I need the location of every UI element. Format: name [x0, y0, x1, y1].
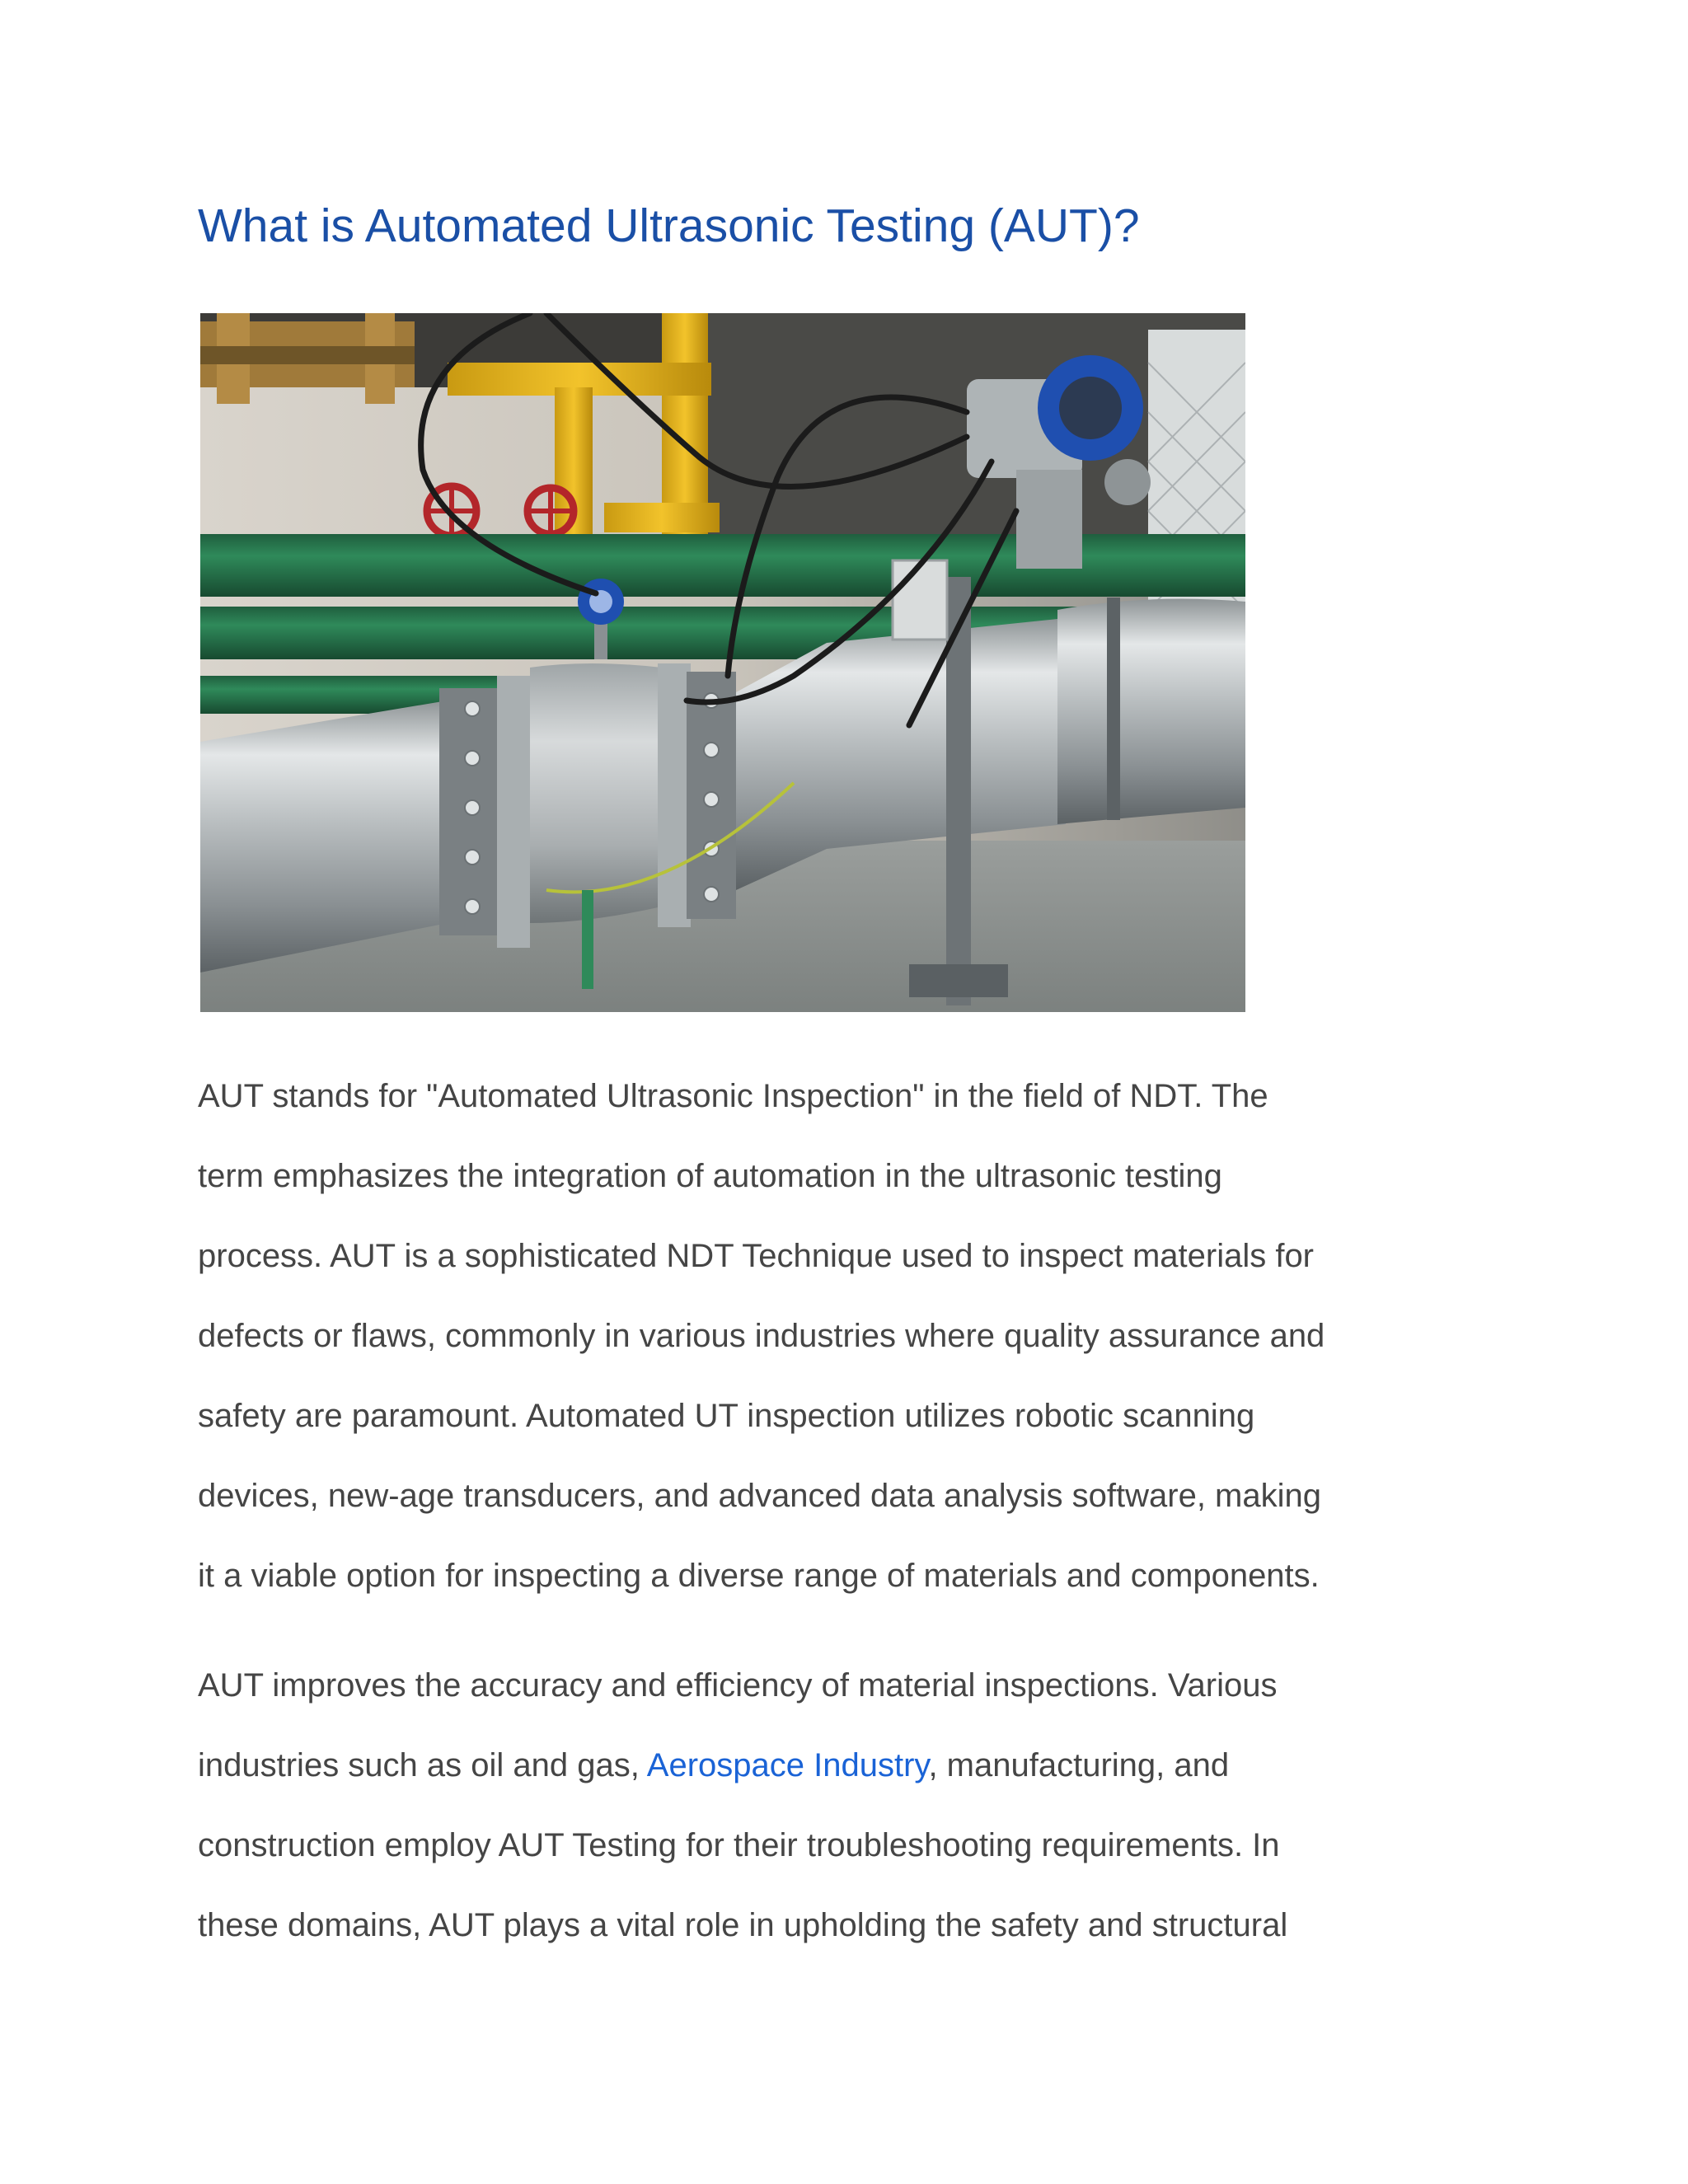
text-line: devices, new-age transducers, and advanced data analysis software, making — [198, 1478, 1321, 1514]
page-title: What is Automated Ultrasonic Testing (AUT)? — [198, 199, 1140, 252]
paragraph-industries — [198, 1646, 1517, 1966]
pipeline-illustration — [200, 313, 1245, 1012]
text-line — [198, 1726, 1517, 1806]
text-segment: , manufacturing, and — [928, 1747, 1230, 1783]
text-line: construction employ AUT Testing for their troubleshooting requirements. In — [198, 1827, 1280, 1863]
text-line: these domains, AUT plays a vital role in upholding the safety and structural — [198, 1907, 1288, 1943]
text-line: process. AUT is a sophisticated NDT Technique used to inspect materials for — [198, 1238, 1315, 1274]
aerospace-industry-link[interactable]: Aerospace Industry — [646, 1747, 929, 1783]
text-line: defects or flaws, commonly in various industries where quality assurance and — [198, 1318, 1325, 1354]
text-segment: industries such as oil and gas, — [198, 1747, 647, 1783]
text-line: it a viable option for inspecting a diverse range of materials and components. — [198, 1558, 1320, 1594]
text-line: safety are paramount. Automated UT inspection utilizes robotic scanning — [198, 1398, 1255, 1434]
article-image — [200, 313, 1245, 1012]
text-line: AUT stands for "Automated Ultrasonic Inspection" in the field of NDT. The — [198, 1078, 1268, 1114]
text-line: term emphasizes the integration of automation in the ultrasonic testing — [198, 1158, 1222, 1194]
text-line: AUT improves the accuracy and efficiency of material inspections. Various — [198, 1667, 1278, 1704]
paragraph-intro — [198, 1057, 1517, 1616]
